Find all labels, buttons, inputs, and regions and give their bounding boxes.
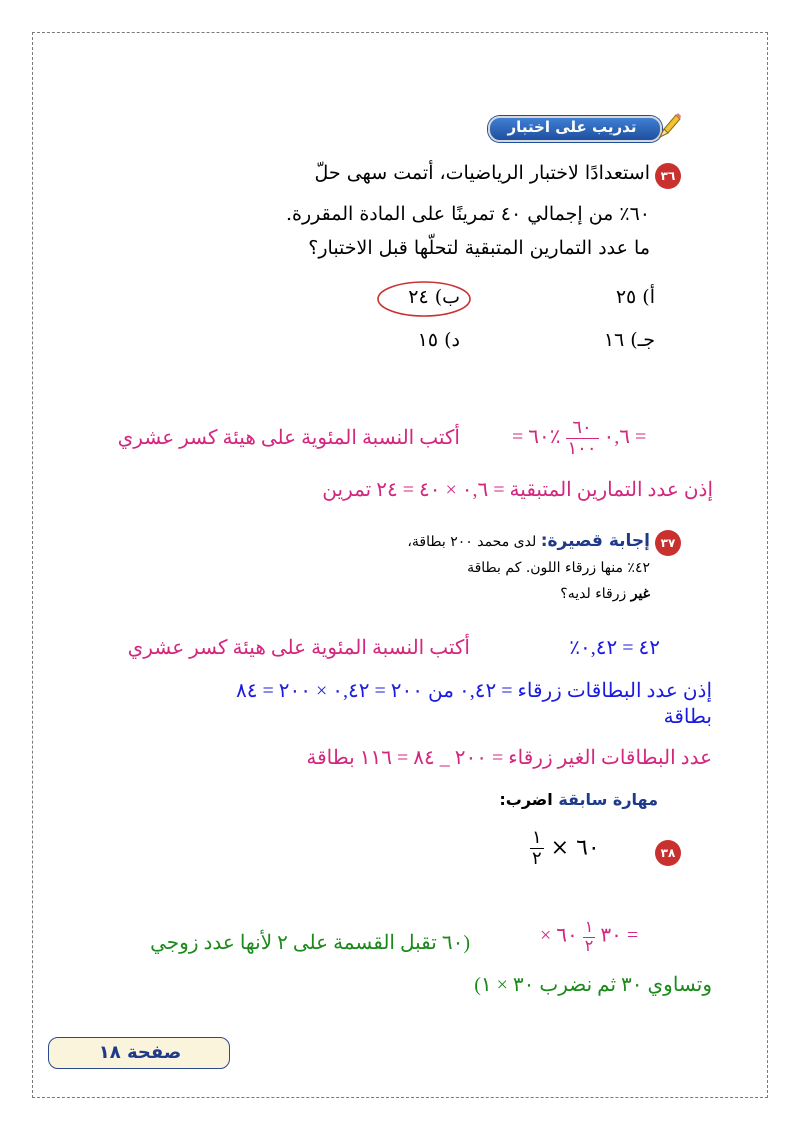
solution36-equation — [512, 418, 646, 459]
solution36-eq-left: ٪٦٠ = — [512, 425, 561, 448]
q37-line-1 — [407, 531, 650, 551]
solution38-expression — [540, 919, 638, 955]
q36-line-2: ٦٠٪ من إجمالي ٤٠ تمرينًا على المادة المقررة. — [286, 203, 650, 225]
q36-number-badge: ٣٦ — [655, 163, 681, 189]
solution36-frac-den: ١٠٠ — [567, 437, 597, 458]
q37-line-3-bold: غير — [630, 586, 650, 602]
solution38-fraction — [583, 919, 596, 955]
q38-frac-num: ١ — [532, 827, 542, 848]
solution38-frac-num: ١ — [584, 919, 594, 936]
q36-choice-d: د) ١٥ — [417, 329, 460, 351]
q38-instruction: اضرب: — [499, 790, 559, 809]
q37-title: إجابة قصيرة: — [540, 531, 650, 551]
q36-choice-c: جـ) ١٦ — [603, 329, 655, 351]
badge-label: تدريب على اختبار — [507, 118, 637, 136]
solution38-line-2: وتساوي ٣٠ ثم نضرب ٣٠ × ١) — [474, 974, 712, 996]
pencil-icon — [656, 111, 682, 141]
q37-line-3-rest: زرقاء لديه؟ — [560, 586, 631, 602]
solution37-line-2b: بطاقة — [663, 706, 712, 728]
q36-line-1: استعدادًا لاختبار الرياضيات، أتمت سهى حلّ — [314, 162, 650, 184]
q36-line-3: ما عدد التمارين المتبقية لتحلّها قبل الاختبار؟ — [308, 237, 650, 259]
page-number-box — [48, 1037, 230, 1069]
solution38-note: (٦٠ تقبل القسمة على ٢ لأنها عدد زوجي — [150, 932, 470, 954]
q38-skill-label: مهارة سابقة — [558, 790, 658, 809]
solution38-frac-den: ٢ — [584, 937, 594, 955]
solution36-result: إذن عدد التمارين المتبقية = ٠,٦ × ٤٠ = ٢٤ تمرين — [322, 479, 713, 501]
q38-expr-left: ٦٠ × — [550, 835, 600, 861]
solution37-line-3: عدد البطاقات الغير زرقاء = ٢٠٠ _ ٨٤ = ١١٦ بطاقة — [306, 747, 712, 769]
solution36-note: أكتب النسبة المئوية على هيئة كسر عشري — [117, 427, 460, 449]
q38-expression — [530, 828, 600, 869]
solution36-frac-num: ٦٠ — [566, 418, 599, 439]
q36-choice-a: أ) ٢٥ — [615, 286, 655, 308]
q37-line-2: ٤٢٪ منها زرقاء اللون. كم بطاقة — [467, 560, 650, 576]
solution36-eq-right: = ٠,٦ — [603, 425, 647, 448]
q38-skill-line — [499, 790, 658, 809]
q36-choice-b: ب) ٢٤ — [408, 286, 460, 308]
practice-test-badge — [484, 111, 684, 141]
q37-line-1-rest: لدى محمد ٢٠٠ بطاقة، — [407, 534, 541, 550]
solution36-fraction — [566, 418, 599, 459]
q38-number-badge: ٣٨ — [655, 840, 681, 866]
solution37-note: أكتب النسبة المئوية على هيئة كسر عشري — [127, 637, 470, 659]
answer-circle — [375, 279, 473, 319]
solution38-expr-left: ٦٠ × — [540, 924, 578, 947]
q38-fraction — [530, 828, 544, 869]
q38-frac-den: ٢ — [532, 847, 542, 869]
solution38-expr-right: = ٣٠ — [600, 924, 639, 947]
solution37-line-2a: إذن عدد البطاقات زرقاء = ٠,٤٢ من ٢٠٠ = ٠,٤٢ × ٢٠٠ = ٨٤ — [235, 680, 712, 702]
q37-number-badge: ٣٧ — [655, 530, 681, 556]
page-number-label: صفحة ١٨ — [98, 1042, 182, 1063]
q37-line-3 — [560, 586, 650, 602]
solution37-equation: ٪٤٢ = ٠,٤٢ — [569, 637, 660, 659]
